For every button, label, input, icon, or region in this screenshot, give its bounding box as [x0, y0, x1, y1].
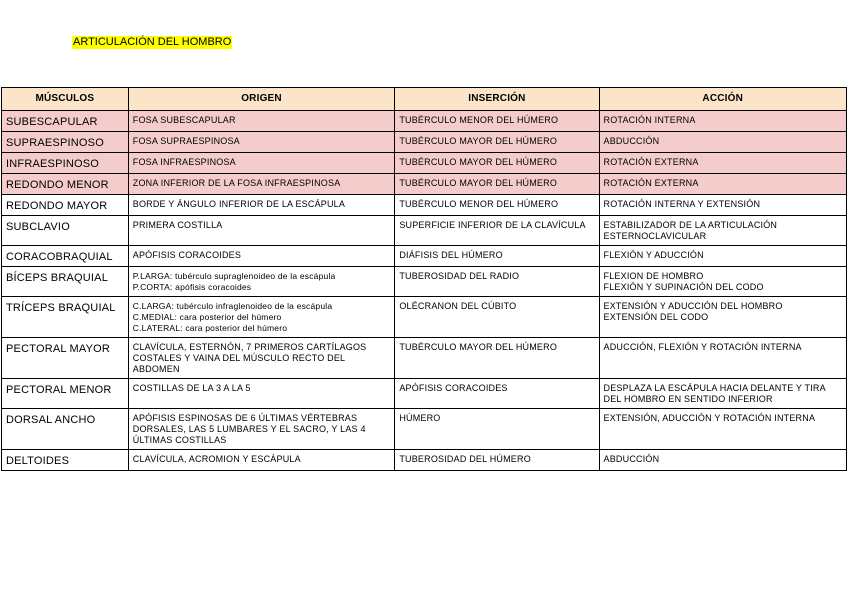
origin-cell: [128, 174, 395, 195]
table-row: [2, 153, 847, 174]
action-line: DESPLAZA LA ESCÁPULA HACIA DELANTE Y TIRA DEL HOMBRO EN SENTIDO INFERIOR: [603, 383, 826, 404]
origin-line: P.LARGA: tubérculo supraglenoideo de la escápula: [132, 271, 336, 281]
origin-cell: [128, 195, 395, 216]
action-cell: [599, 216, 846, 246]
origin-line: C.LARGA: tubérculo infraglenoideo de la escápula: [132, 301, 333, 311]
origin-line: FOSA INFRAESPINOSA: [132, 157, 236, 167]
action-line: EXTENSIÓN Y ADUCCIÓN DEL HOMBRO: [603, 301, 783, 311]
origin-cell: [128, 246, 395, 267]
origin-line: FOSA SUBESCAPULAR: [132, 115, 236, 125]
muscle-cell: SUBCLAVIO: [2, 216, 129, 246]
action-line: ROTACIÓN EXTERNA: [603, 178, 699, 188]
insertion-cell: [395, 338, 599, 379]
insertion-line: TUBÉRCULO MAYOR DEL HÚMERO: [399, 178, 558, 188]
action-line: ROTACIÓN INTERNA Y EXTENSIÓN: [603, 199, 761, 209]
insertion-line: TUBÉRCULO MAYOR DEL HÚMERO: [399, 157, 558, 167]
header-origin: ORIGEN: [128, 88, 395, 111]
muscle-table: [1, 87, 847, 471]
origin-line: COSTILLAS DE LA 3 A LA 5: [132, 383, 251, 393]
action-cell: [599, 153, 846, 174]
action-line: FLEXION DE HOMBRO: [603, 271, 704, 281]
origin-line: FOSA SUPRAESPINOSA: [132, 136, 240, 146]
muscle-cell: PECTORAL MENOR: [2, 379, 129, 409]
insertion-cell: [395, 174, 599, 195]
action-cell: [599, 132, 846, 153]
table-row: [2, 111, 847, 132]
action-cell: [599, 246, 846, 267]
table-row: [2, 132, 847, 153]
insertion-line: HÚMERO: [399, 413, 441, 423]
insertion-line: TUBEROSIDAD DEL RADIO: [399, 271, 520, 281]
muscle-cell: INFRAESPINOSO: [2, 153, 129, 174]
insertion-cell: [395, 195, 599, 216]
table-body: [2, 111, 847, 471]
origin-line: APÓFISIS ESPINOSAS DE 6 ÚLTIMAS VÉRTEBRAS DORSALES, LAS 5 LUMBARES Y EL SACRO, Y LAS 4 ÚLTIMAS COSTILLAS: [132, 413, 366, 445]
origin-line: APÓFISIS CORACOIDES: [132, 250, 242, 260]
table-row: [2, 450, 847, 471]
action-cell: [599, 111, 846, 132]
origin-cell: [128, 153, 395, 174]
action-line: ROTACIÓN INTERNA: [603, 115, 696, 125]
insertion-cell: [395, 267, 599, 297]
muscle-cell: TRÍCEPS BRAQUIAL: [2, 297, 129, 338]
insertion-cell: [395, 450, 599, 471]
muscle-cell: DELTOIDES: [2, 450, 129, 471]
table-row: [2, 195, 847, 216]
muscle-cell: CORACOBRAQUIAL: [2, 246, 129, 267]
origin-cell: [128, 132, 395, 153]
origin-line: PRIMERA COSTILLA: [132, 220, 223, 230]
insertion-cell: [395, 379, 599, 409]
muscle-cell: REDONDO MAYOR: [2, 195, 129, 216]
origin-cell: [128, 338, 395, 379]
table-row: [2, 379, 847, 409]
action-line: ABDUCCIÓN: [603, 454, 660, 464]
action-line: ESTABILIZADOR DE LA ARTICULACIÓN ESTERNOCLAVICULAR: [603, 220, 778, 241]
origin-line: C.MEDIAL: cara posterior del húmero: [132, 312, 282, 322]
origin-line: CLAVÍCULA, ESTERNÓN, 7 PRIMEROS CARTÍLAGOS COSTALES Y VAINA DEL MÚSCULO RECTO DEL ABDOMEN: [132, 342, 367, 374]
muscle-cell: BÍCEPS BRAQUIAL: [2, 267, 129, 297]
insertion-cell: [395, 216, 599, 246]
insertion-cell: [395, 297, 599, 338]
action-cell: [599, 379, 846, 409]
origin-line: CLAVÍCULA, ACROMION Y ESCÁPULA: [132, 454, 301, 464]
muscle-cell: SUBESCAPULAR: [2, 111, 129, 132]
table-row: [2, 267, 847, 297]
origin-line: P.CORTA: apófisis coracoides: [132, 282, 252, 292]
origin-cell: [128, 379, 395, 409]
muscle-cell: REDONDO MENOR: [2, 174, 129, 195]
action-cell: [599, 409, 846, 450]
action-line: EXTENSIÓN DEL CODO: [603, 312, 709, 322]
origin-cell: [128, 450, 395, 471]
header-insertion: INSERCIÓN: [395, 88, 599, 111]
action-cell: [599, 450, 846, 471]
action-cell: [599, 338, 846, 379]
origin-cell: [128, 216, 395, 246]
action-cell: [599, 267, 846, 297]
insertion-line: OLÉCRANON DEL CÚBITO: [399, 301, 517, 311]
insertion-line: TUBÉRCULO MAYOR DEL HÚMERO: [399, 136, 558, 146]
origin-line: BORDE Y ÁNGULO INFERIOR DE LA ESCÁPULA: [132, 199, 346, 209]
action-line: ABDUCCIÓN: [603, 136, 660, 146]
muscle-cell: DORSAL ANCHO: [2, 409, 129, 450]
insertion-cell: [395, 409, 599, 450]
action-line: EXTENSIÓN, ADUCCIÓN Y ROTACIÓN INTERNA: [603, 413, 816, 423]
origin-cell: [128, 409, 395, 450]
origin-cell: [128, 297, 395, 338]
table-row: [2, 338, 847, 379]
action-line: ADUCCIÓN, FLEXIÓN Y ROTACIÓN INTERNA: [603, 342, 802, 352]
insertion-cell: [395, 153, 599, 174]
table-row: [2, 297, 847, 338]
insertion-line: TUBÉRCULO MENOR DEL HÚMERO: [399, 199, 559, 209]
insertion-line: TUBEROSIDAD DEL HÚMERO: [399, 454, 531, 464]
insertion-line: TUBÉRCULO MAYOR DEL HÚMERO: [399, 342, 558, 352]
insertion-line: APÓFISIS CORACOIDES: [399, 383, 508, 393]
table-row: [2, 174, 847, 195]
table-row: [2, 409, 847, 450]
origin-cell: [128, 267, 395, 297]
action-line: FLEXIÓN Y SUPINACIÓN DEL CODO: [603, 282, 764, 292]
table-header-row: [2, 88, 847, 111]
action-cell: [599, 297, 846, 338]
insertion-cell: [395, 132, 599, 153]
insertion-line: DIÁFISIS DEL HÚMERO: [399, 250, 503, 260]
action-line: ROTACIÓN EXTERNA: [603, 157, 699, 167]
insertion-cell: [395, 111, 599, 132]
muscle-cell: PECTORAL MAYOR: [2, 338, 129, 379]
insertion-line: SUPERFICIE INFERIOR DE LA CLAVÍCULA: [399, 220, 586, 230]
header-muscles: MÚSCULOS: [2, 88, 129, 111]
origin-line: ZONA INFERIOR DE LA FOSA INFRAESPINOSA: [132, 178, 341, 188]
action-cell: [599, 195, 846, 216]
table-row: [2, 216, 847, 246]
action-line: FLEXIÓN Y ADUCCIÓN: [603, 250, 704, 260]
muscle-cell: SUPRAESPINOSO: [2, 132, 129, 153]
insertion-line: TUBÉRCULO MENOR DEL HÚMERO: [399, 115, 559, 125]
table-row: [2, 246, 847, 267]
origin-cell: [128, 111, 395, 132]
origin-line: C.LATERAL: cara posterior del húmero: [132, 323, 288, 333]
document-title: ARTICULACIÓN DEL HOMBRO: [73, 36, 232, 48]
header-action: ACCIÓN: [599, 88, 846, 111]
action-cell: [599, 174, 846, 195]
insertion-cell: [395, 246, 599, 267]
